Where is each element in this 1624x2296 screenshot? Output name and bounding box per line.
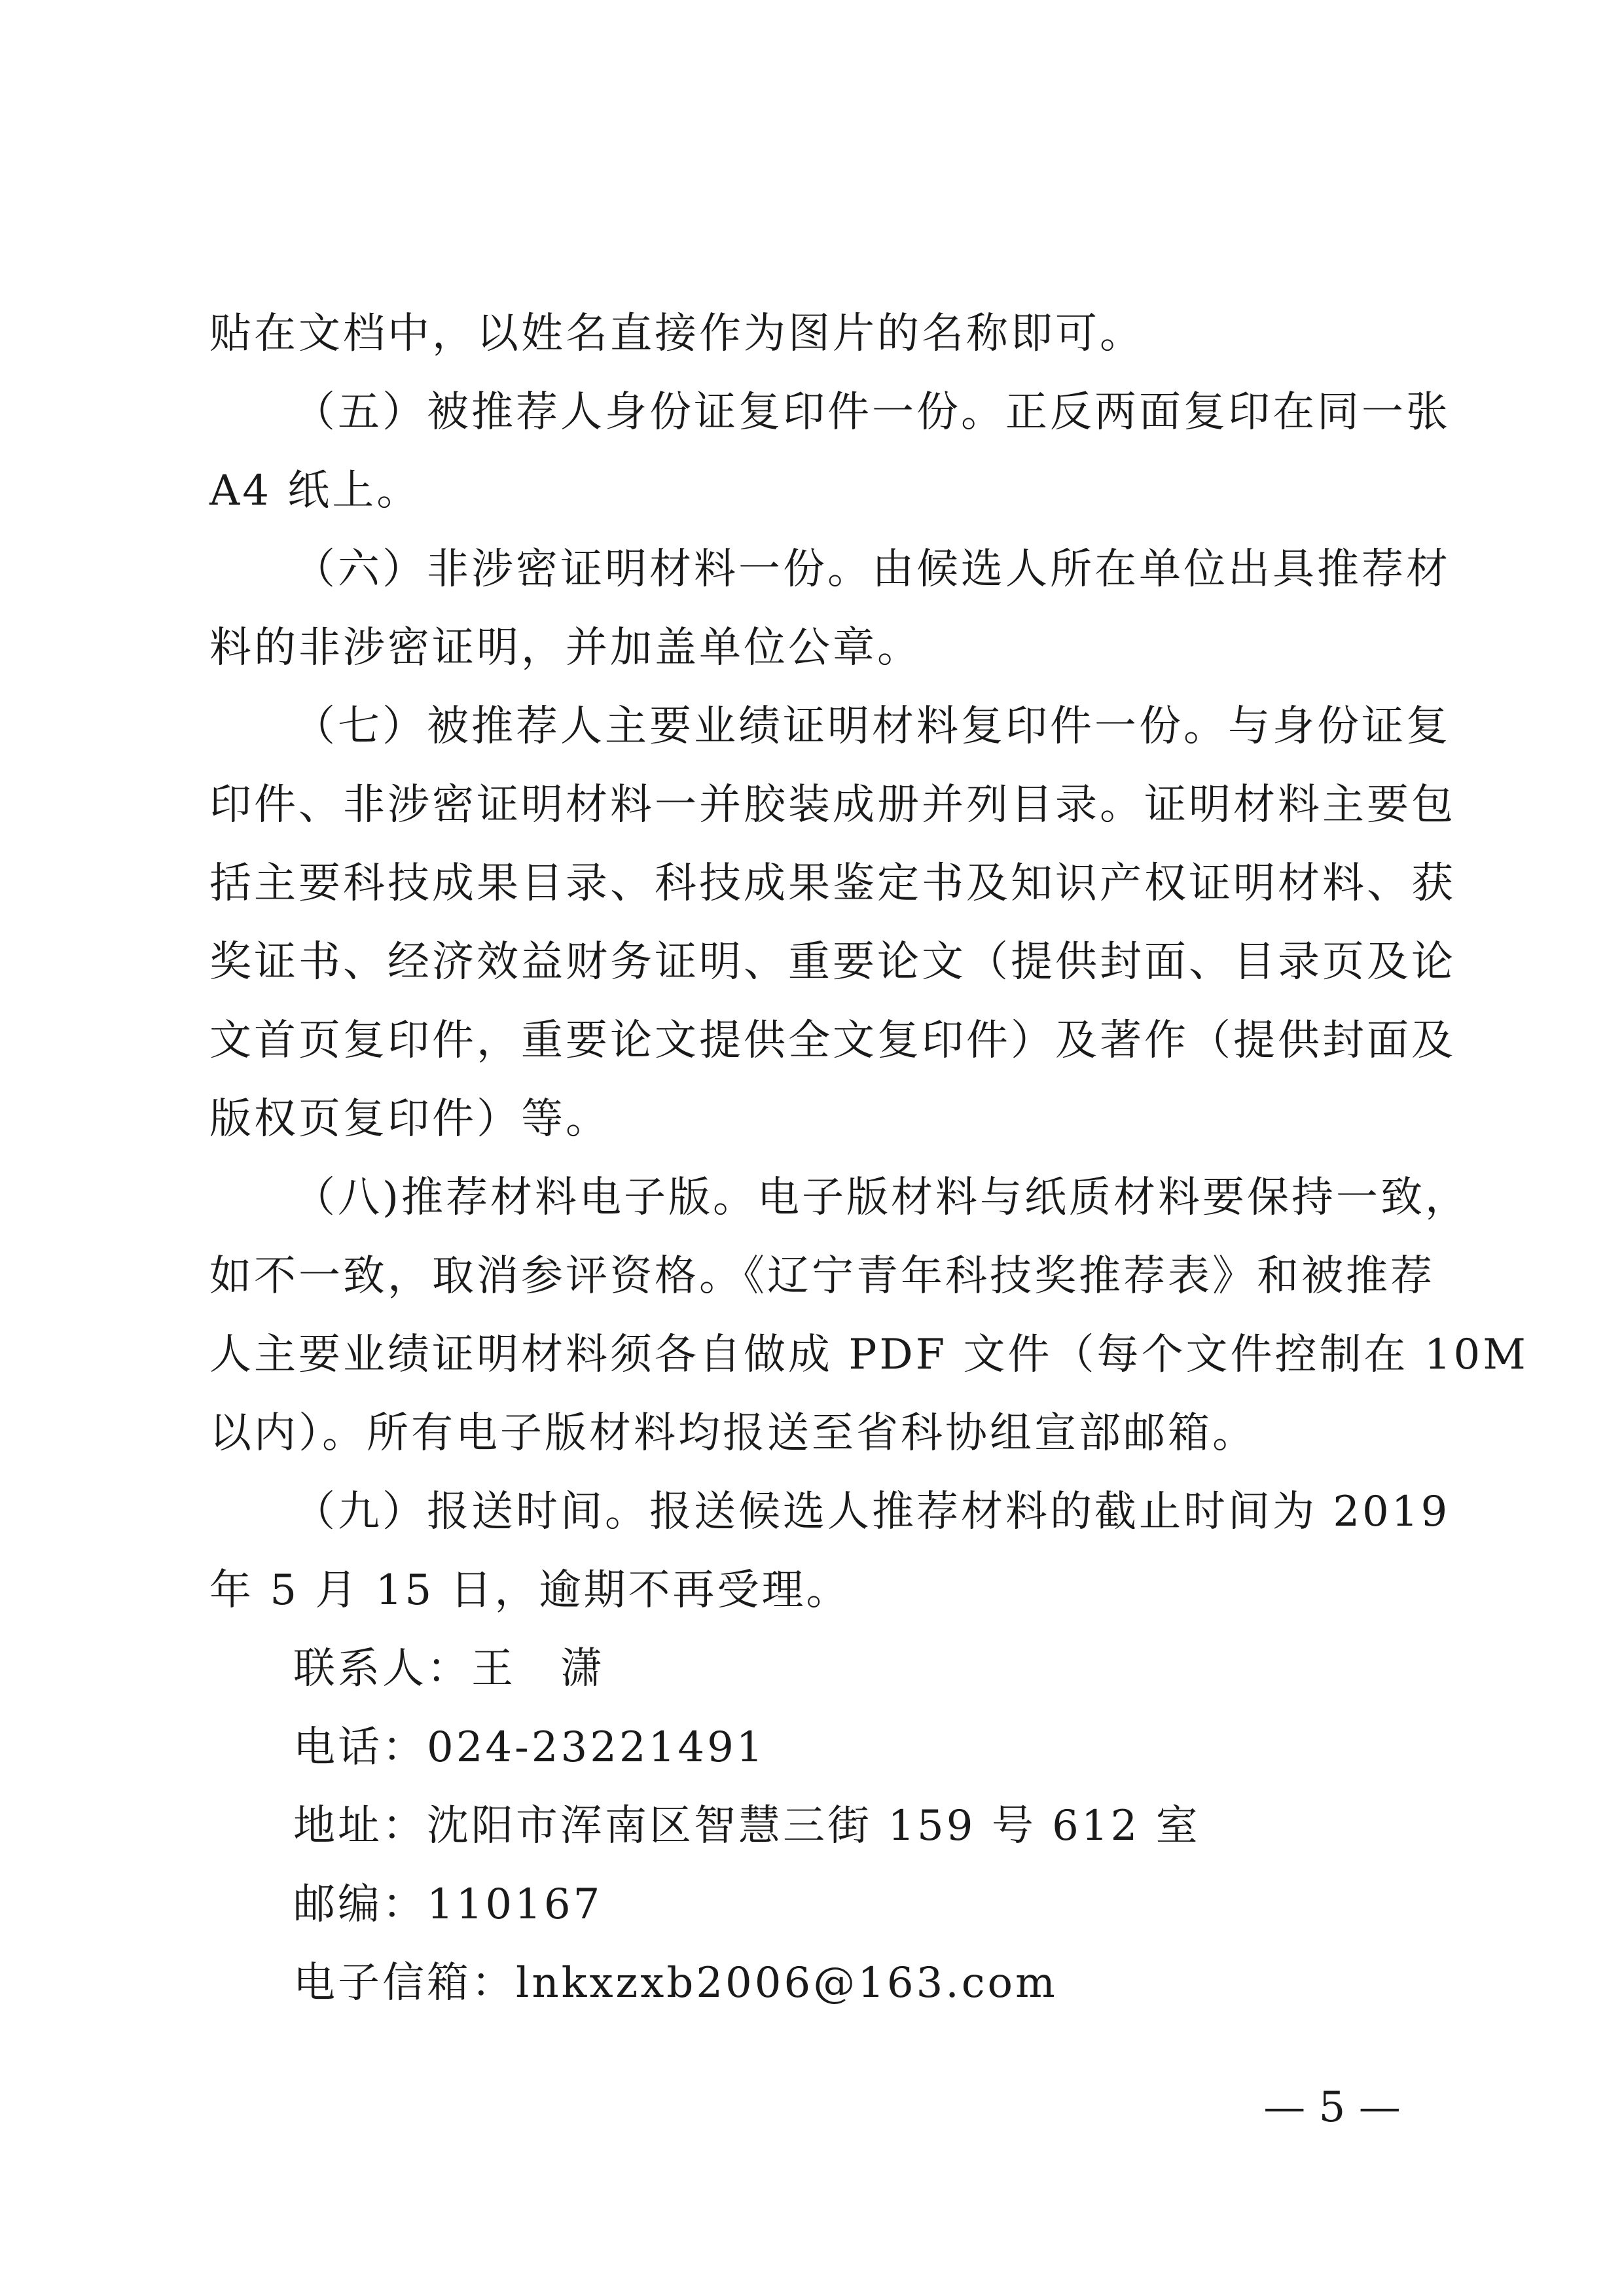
paragraph-line: 版权页复印件）等。 bbox=[209, 1095, 610, 1143]
paragraph-line: （五）被推荐人身份证复印件一份。正反两面复印在同一张 bbox=[293, 388, 1451, 437]
page-number: — 5 — bbox=[1263, 2083, 1401, 2132]
contact-phone: 电话：024-23221491 bbox=[293, 1723, 766, 1772]
paragraph-line: （七）被推荐人主要业绩证明材料复印件一份。与身份证复 bbox=[293, 702, 1451, 751]
contact-address: 地址：沈阳市浑南区智慧三街 159 号 612 室 bbox=[293, 1802, 1200, 1850]
paragraph-line: A4 纸上。 bbox=[209, 467, 422, 515]
paragraph-line: （六）非涉密证明材料一份。由候选人所在单位出具推荐材 bbox=[293, 545, 1451, 594]
paragraph-line: 年 5 月 15 日，逾期不再受理。 bbox=[209, 1566, 851, 1615]
paragraph-line: 奖证书、经济效益财务证明、重要论文（提供封面、目录页及论 bbox=[209, 938, 1456, 986]
paragraph-line: 料的非涉密证明，并加盖单位公章。 bbox=[209, 624, 922, 672]
paragraph-line: 如不一致，取消参评资格。《辽宁青年科技奖推荐表》和被推荐 bbox=[209, 1252, 1435, 1300]
paragraph-line: 文首页复印件，重要论文提供全文复印件）及著作（提供封面及 bbox=[209, 1016, 1456, 1065]
paragraph-line: 以内）。所有电子版材料均报送至省科协组宣部邮箱。 bbox=[209, 1409, 1257, 1458]
paragraph-line: 人主要业绩证明材料须各自做成 PDF 文件（每个文件控制在 10M bbox=[209, 1331, 1528, 1379]
paragraph-line: （九）报送时间。报送候选人推荐材料的截止时间为 2019 bbox=[293, 1488, 1451, 1536]
contact-postcode: 邮编：110167 bbox=[293, 1880, 603, 1929]
paragraph-line: 括主要科技成果目录、科技成果鉴定书及知识产权证明材料、获 bbox=[209, 859, 1456, 908]
paragraph-line: 贴在文档中，以姓名直接作为图片的名称即可。 bbox=[209, 310, 1144, 358]
paragraph-line: （八)推荐材料电子版。电子版材料与纸质材料要保持一致， bbox=[293, 1174, 1470, 1222]
contact-email: 电子信箱：lnkxzxb2006@163.com bbox=[293, 1959, 1058, 2007]
contact-person: 联系人：王 潇 bbox=[293, 1645, 605, 1693]
paragraph-line: 印件、非涉密证明材料一并胶装成册并列目录。证明材料主要包 bbox=[209, 781, 1456, 829]
